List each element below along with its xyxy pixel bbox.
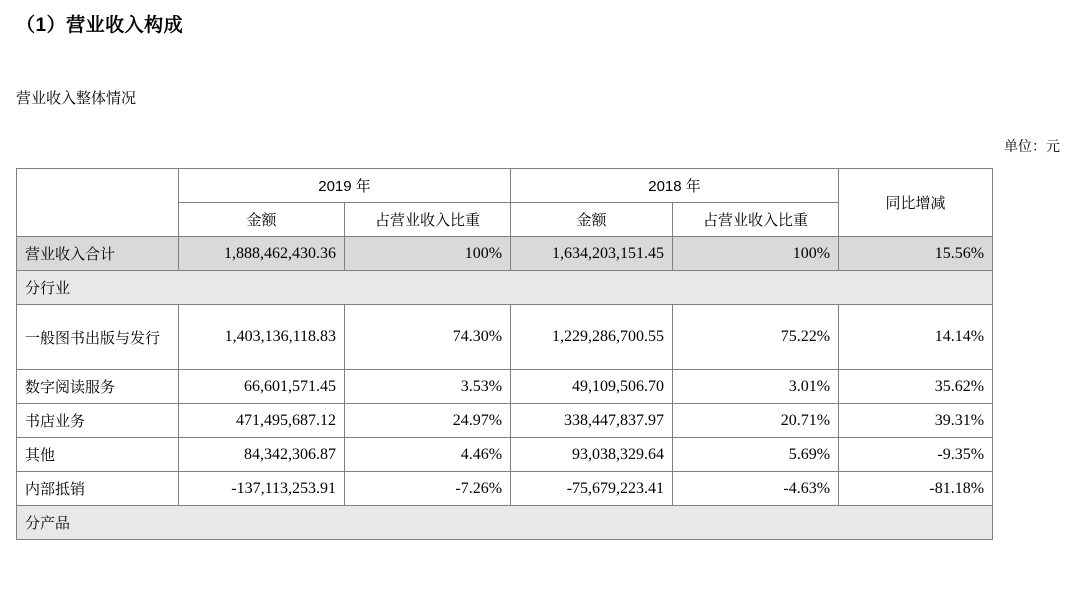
row-label: 书店业务 [17, 404, 179, 438]
header-amount-2019: 金额 [179, 203, 345, 237]
cell-amount-2019: 1,888,462,430.36 [179, 237, 345, 271]
row-label: 营业收入合计 [17, 237, 179, 271]
table-row-total [17, 237, 993, 271]
row-label: 数字阅读服务 [17, 370, 179, 404]
revenue-composition-table [16, 168, 993, 540]
document-page [0, 6, 1080, 614]
table-row [17, 370, 993, 404]
cell-ratio-2018: 3.01% [673, 370, 839, 404]
cell-ratio-2019: 4.46% [345, 438, 511, 472]
table-row [17, 472, 993, 506]
row-label: 其他 [17, 438, 179, 472]
cell-yoy: -81.18% [839, 472, 993, 506]
cell-ratio-2019: 3.53% [345, 370, 511, 404]
cell-ratio-2018: 20.71% [673, 404, 839, 438]
cell-yoy: 14.14% [839, 305, 993, 370]
cell-ratio-2018: 5.69% [673, 438, 839, 472]
header-corner [17, 169, 179, 237]
table-header [17, 169, 993, 237]
cell-yoy: 35.62% [839, 370, 993, 404]
cell-amount-2018: 338,447,837.97 [511, 404, 673, 438]
section-subtitle: 营业收入整体情况 [16, 90, 137, 107]
header-ratio-2018: 占营业收入比重 [673, 203, 839, 237]
cell-amount-2019: 84,342,306.87 [179, 438, 345, 472]
table-row [17, 438, 993, 472]
table-row-section [17, 271, 993, 305]
table-header-row-1 [17, 169, 993, 203]
cell-ratio-2018: -4.63% [673, 472, 839, 506]
unit-note: 单位：元 [1004, 138, 1060, 154]
cell-yoy: 39.31% [839, 404, 993, 438]
cell-ratio-2019: 74.30% [345, 305, 511, 370]
header-amount-2018: 金额 [511, 203, 673, 237]
cell-amount-2018: 1,229,286,700.55 [511, 305, 673, 370]
header-year-2018: 2018 年 [511, 169, 839, 203]
cell-amount-2018: 1,634,203,151.45 [511, 237, 673, 271]
cell-amount-2019: 66,601,571.45 [179, 370, 345, 404]
row-label: 分行业 [17, 271, 993, 305]
table-row [17, 305, 993, 370]
row-label: 分产品 [17, 506, 993, 540]
cell-amount-2019: 471,495,687.12 [179, 404, 345, 438]
header-ratio-2019: 占营业收入比重 [345, 203, 511, 237]
page-title: （1）营业收入构成 [16, 15, 184, 36]
row-label: 内部抵销 [17, 472, 179, 506]
header-yoy: 同比增减 [839, 169, 993, 237]
cell-ratio-2019: 24.97% [345, 404, 511, 438]
row-label: 一般图书出版与发行 [17, 305, 179, 370]
cell-ratio-2018: 75.22% [673, 305, 839, 370]
cell-ratio-2019: 100% [345, 237, 511, 271]
cell-ratio-2019: -7.26% [345, 472, 511, 506]
table-row [17, 404, 993, 438]
table-row-section [17, 506, 993, 540]
header-year-2019: 2019 年 [179, 169, 511, 203]
cell-amount-2018: 93,038,329.64 [511, 438, 673, 472]
cell-amount-2019: 1,403,136,118.83 [179, 305, 345, 370]
cell-yoy: 15.56% [839, 237, 993, 271]
cell-amount-2019: -137,113,253.91 [179, 472, 345, 506]
table-body [17, 237, 993, 540]
cell-ratio-2018: 100% [673, 237, 839, 271]
cell-amount-2018: -75,679,223.41 [511, 472, 673, 506]
cell-yoy: -9.35% [839, 438, 993, 472]
cell-amount-2018: 49,109,506.70 [511, 370, 673, 404]
